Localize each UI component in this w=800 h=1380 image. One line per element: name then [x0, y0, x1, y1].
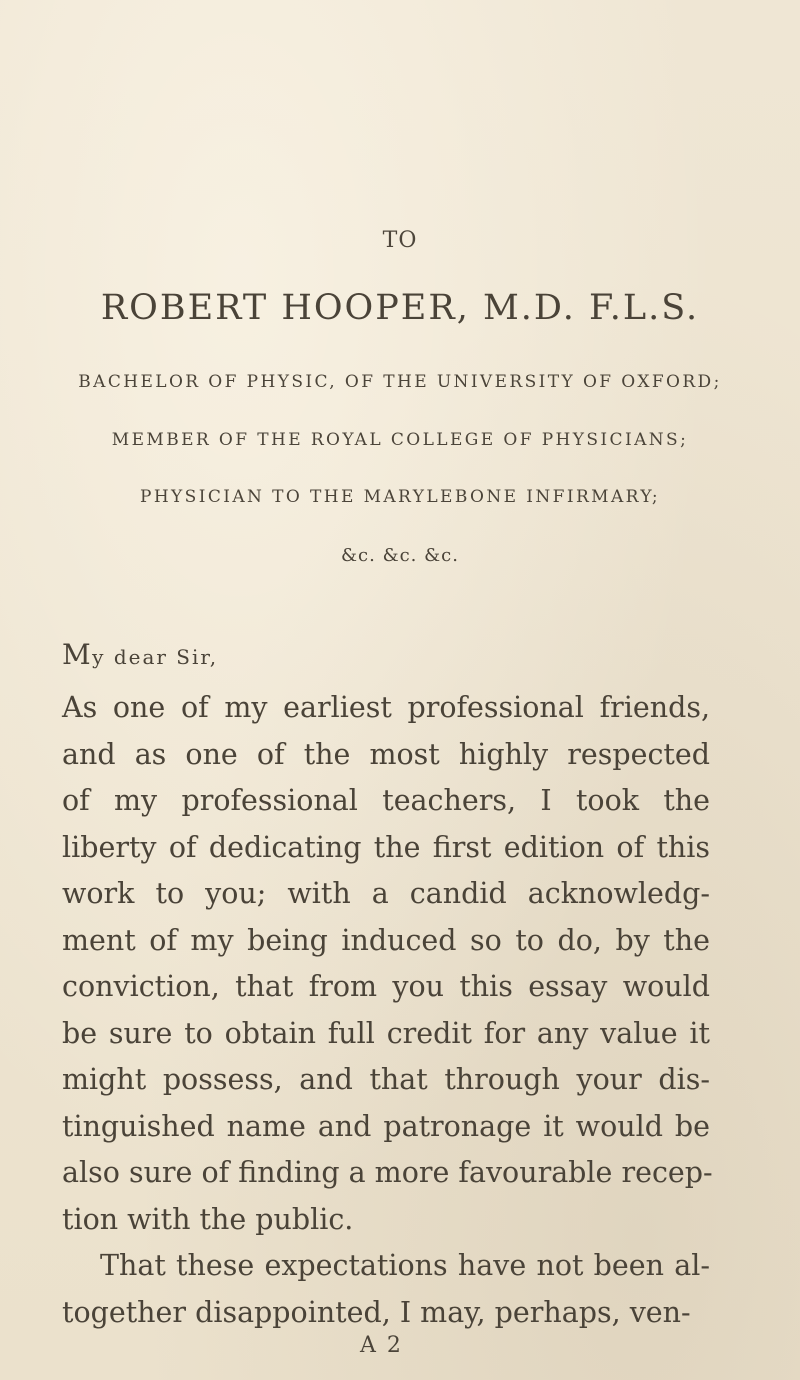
- et-cetera-line: &c. &c. &c.: [341, 545, 459, 566]
- body-line-6: ment of my being induced so to do, by the: [62, 923, 710, 957]
- credential-line-1: BACHELOR OF PHYSIC, OF THE UNIVERSITY OF OXFORD;: [78, 372, 722, 392]
- body-line-13: That these expectations have not been al-: [100, 1249, 710, 1282]
- body-line-1: As one of my earliest professional friends,: [62, 691, 710, 724]
- body-line-12: tion with the public.: [62, 1202, 354, 1236]
- body-line-8: be sure to obtain full credit for any value it: [62, 1016, 710, 1050]
- body-line-10: tinguished name and patronage it would be: [62, 1109, 710, 1143]
- body-line-9: might possess, and that through your dis-: [62, 1063, 710, 1096]
- body-line-14: together disappointed, I may, perhaps, ven-: [62, 1295, 691, 1329]
- credential-line-2: MEMBER OF THE ROYAL COLLEGE OF PHYSICIANS;: [111, 430, 689, 450]
- signature-mark: A 2: [360, 1333, 403, 1358]
- body-line-5: work to you; with a candid acknowledg-: [62, 877, 710, 910]
- salutation: [62, 638, 218, 671]
- dedication-to: TO: [382, 228, 418, 253]
- body-line-4: liberty of dedicating the first edition of this: [62, 830, 710, 864]
- dedicatee-name: ROBERT HOOPER, M.D. F.L.S.: [100, 288, 700, 328]
- salutation-initial: M: [62, 638, 93, 671]
- credential-line-3: PHYSICIAN TO THE MARYLEBONE INFIRMARY;: [139, 487, 660, 507]
- body-line-11: also sure of finding a more favourable recep-: [62, 1156, 713, 1189]
- salutation-rest: y dear Sir,: [92, 645, 219, 669]
- body-line-2: and as one of the most highly respected: [62, 737, 710, 771]
- body-line-7: conviction, that from you this essay would: [62, 970, 710, 1003]
- body-line-3: of my professional teachers, I took the: [62, 784, 710, 817]
